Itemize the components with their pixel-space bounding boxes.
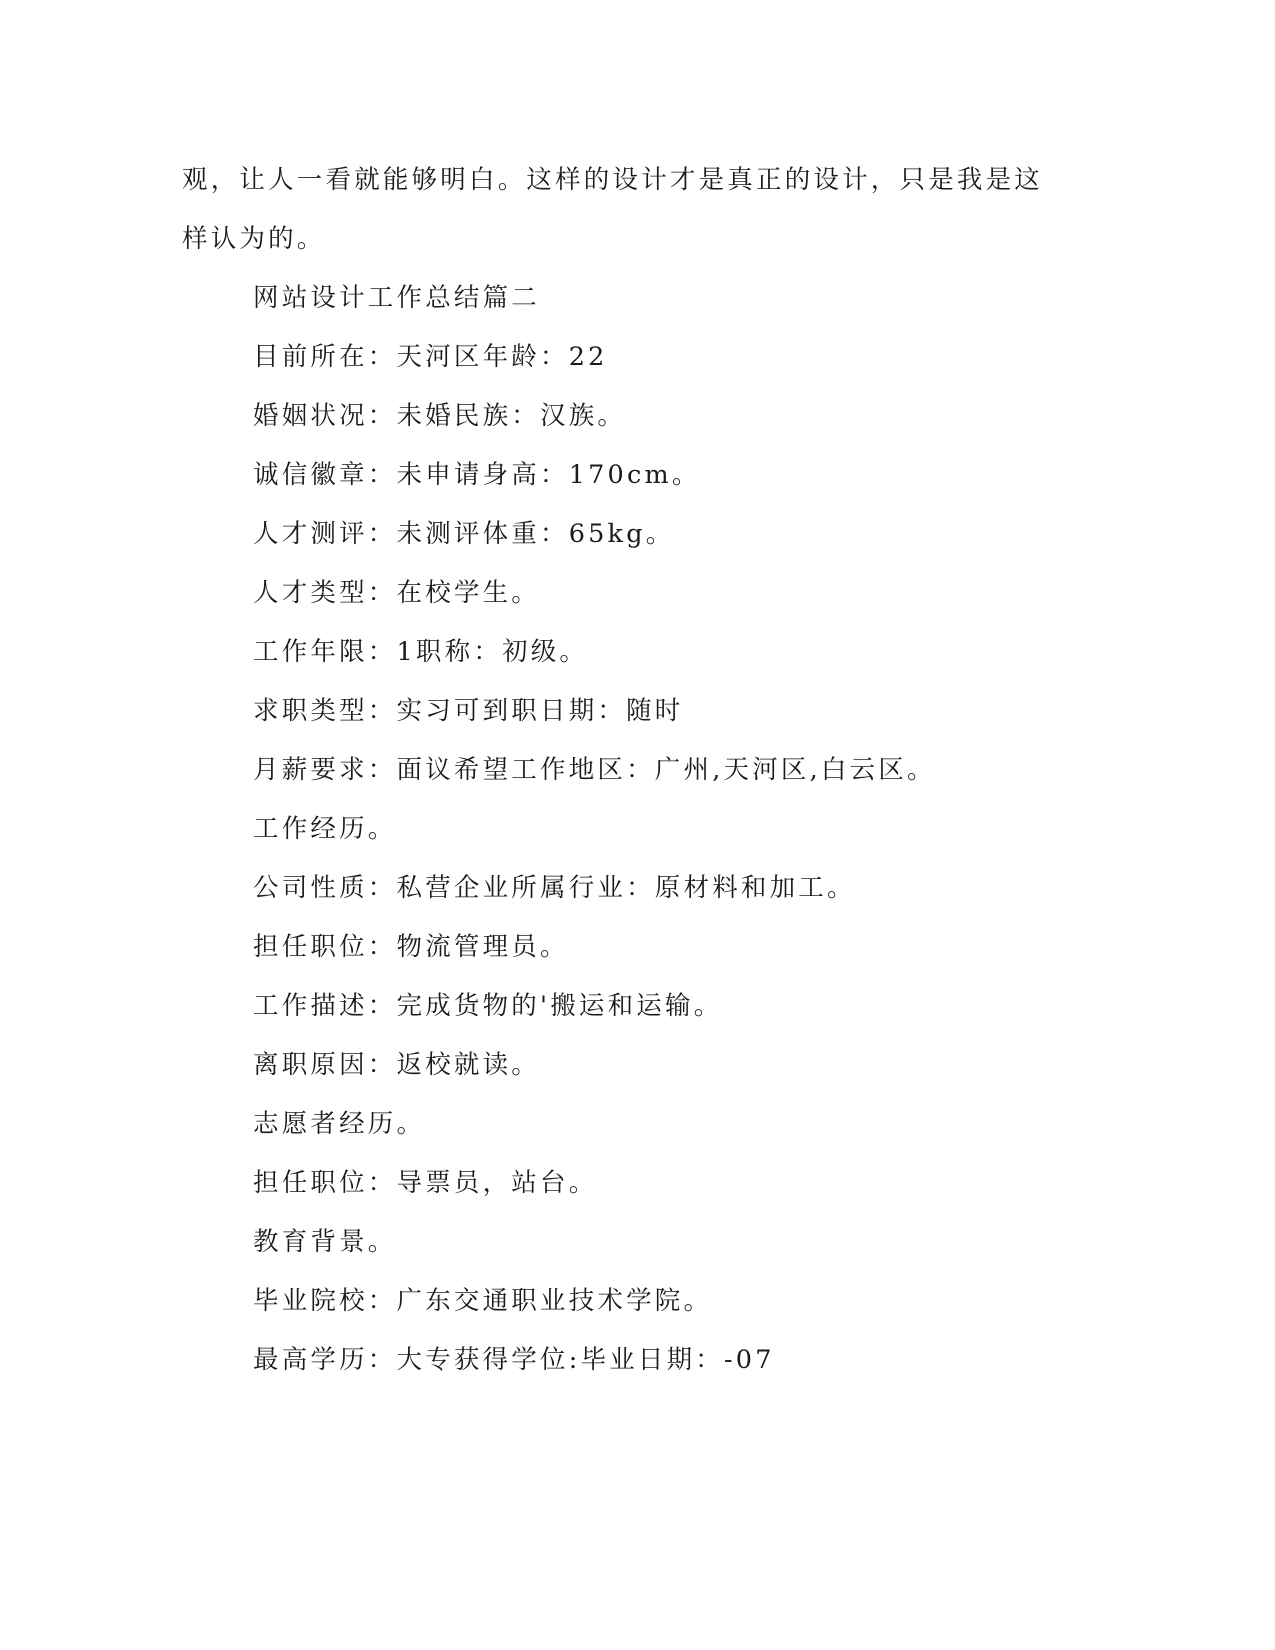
info-work-years: 工作年限：1职称：初级。 (253, 637, 589, 667)
info-position: 担任职位：物流管理员。 (253, 932, 569, 962)
info-company-type: 公司性质：私营企业所属行业：原材料和加工。 (253, 873, 856, 903)
info-leave-reason: 离职原因：返校就读。 (253, 1050, 541, 1080)
info-current-location: 目前所在：天河区年龄：22 (253, 342, 608, 372)
info-school: 毕业院校：广东交通职业技术学院。 (253, 1286, 713, 1316)
heading-work-experience: 工作经历。 (253, 814, 397, 844)
info-talent-type: 人才类型：在校学生。 (253, 578, 541, 608)
heading-education: 教育背景。 (253, 1227, 397, 1257)
info-marital-status: 婚姻状况：未婚民族：汉族。 (253, 401, 627, 431)
info-salary: 月薪要求：面议希望工作地区：广州,天河区,白云区。 (253, 755, 936, 785)
info-job-type: 求职类型：实习可到职日期：随时 (253, 696, 684, 726)
info-talent-assessment: 人才测评：未测评体重：65kg。 (253, 519, 675, 549)
info-credit-badge: 诚信徽章：未申请身高：170cm。 (253, 460, 701, 490)
info-degree: 最高学历：大专获得学位:毕业日期：-07 (253, 1345, 775, 1375)
info-job-description: 工作描述：完成货物的'搬运和运输。 (253, 991, 723, 1021)
intro-line-2: 样认为的。 (182, 224, 326, 254)
info-volunteer-position: 担任职位：导票员，站台。 (253, 1168, 598, 1198)
intro-line-1: 观，让人一看就能够明白。这样的设计才是真正的设计，只是我是这 (182, 165, 1044, 195)
heading-volunteer-experience: 志愿者经历。 (253, 1109, 426, 1139)
section-title: 网站设计工作总结篇二 (253, 283, 541, 313)
